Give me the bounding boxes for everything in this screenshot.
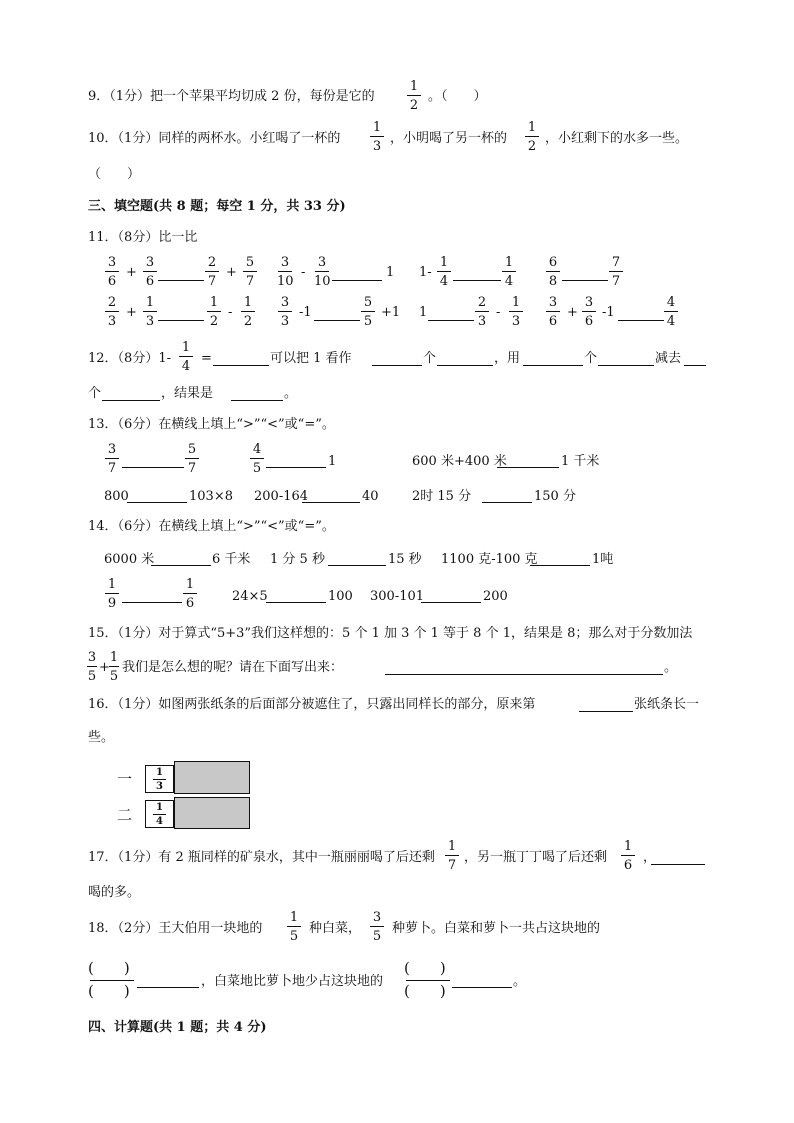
q12-blank2[interactable] [372,365,422,366]
q13-r2c3-blank[interactable] [482,502,532,503]
q11-r1-frac-d: 5 7 [242,256,258,288]
q11-r2-frac-i: 3 6 [545,296,561,328]
q16-strip2-label: 二 [117,806,133,824]
q13-r2c1-left: 800 [104,489,129,504]
q13-r1c2-blank[interactable] [266,467,326,468]
q11-r1-blank4[interactable] [562,280,608,281]
q11-r2-frac-c: 1 2 [206,296,222,328]
q13-r2c2-left: 200-164 [254,489,309,504]
q14-r2c2-blank[interactable] [266,602,326,603]
q13-r1c1-blank[interactable] [122,467,184,468]
q11-r2-frac-a: 2 3 [104,296,120,328]
q13-r1c1-frac-r: 5 7 [184,443,200,475]
q15-end: 。 [664,660,678,675]
q14-r2c1-blank[interactable] [122,602,182,603]
q12-blank5[interactable] [598,365,654,366]
q11-r2-one: 1 [419,305,428,320]
q18-frac-bar1 [90,980,134,981]
q11-r1-onem: 1- [419,265,432,280]
section-3-heading: 三、填空题(共 8 题；每空 1 分，共 33 分) [88,199,346,214]
q16-strip1-fraction: 1 3 [145,765,174,793]
q18-paren-num2[interactable]: ( ) [404,959,446,977]
q18-text2: 种白菜， [309,921,362,936]
q17-text2: ，另一瓶丁丁喝了后还剩 [464,850,608,865]
q13-r1c2-right: 1 [328,454,337,469]
q9-fraction: 1 2 [406,80,422,112]
q14-r2c3-left: 300-101 [370,589,425,604]
q10-fraction1: 1 3 [369,121,385,153]
q14-r1c3-right: 1吨 [592,552,614,567]
q12-t5: 个 [584,351,598,366]
q15-frac2: 1 5 [109,650,119,684]
q10-paren: （ ） [88,167,141,182]
q13-r1c3-right: 1 千米 [561,454,600,469]
q11-r2-blank1[interactable] [158,320,204,321]
q12-blank4[interactable] [523,365,583,366]
q11-r1-frac-e: 3 10 [277,255,294,289]
q17-text1: 17．（1分）有 2 瓶同样的矿泉水，其中一瓶丽丽喝了后还剩 [88,850,435,865]
q11-r1-frac-i: 6 8 [545,256,561,288]
q16-strip1-cover [174,761,250,794]
q12-t7: 个 [88,386,102,401]
q13-r1c2-frac: 4 5 [249,443,265,475]
q13-r2c3-left: 2时 15 分 [412,489,472,504]
q18-frac1: 1 5 [286,911,302,943]
q11-r2-frac-d: 1 2 [240,296,256,328]
q11-r2-minus: - [228,305,233,320]
q12-t8: ，结果是 [161,386,214,401]
q14-r2c2-right: 100 [328,589,353,604]
q9-tail: 。（ ） [428,89,487,104]
q16-strip2-fraction: 1 4 [145,800,174,828]
q10-fraction2: 1 2 [524,121,540,153]
q11-r1-frac-h: 1 4 [501,256,517,288]
q12-blank1[interactable] [213,365,269,366]
q11-r1-blank3[interactable] [453,280,501,281]
q16-strip1-label: 一 [117,770,133,788]
q14-r1c3-blank[interactable] [530,565,590,566]
q12-fraction: 1 4 [178,341,194,373]
q11-r2-frac-f: 5 5 [360,296,376,328]
q11-r1-blank1[interactable] [158,280,204,281]
q12-t6: 减去 [655,351,682,366]
q13-heading: 13．（6分）在横线上填上“>”“<”或“=”。 [88,417,335,432]
q10-text1: 10．（1分）同样的两杯水。小红喝了一杯的 [88,131,341,146]
q14-r1c2-right: 15 秒 [388,552,422,567]
q11-r2-frac-j: 3 6 [581,296,597,328]
q11-r1-plus2: + [226,265,237,280]
q14-r1c1-blank[interactable] [151,565,211,566]
q11-r1-frac-a: 3 6 [104,256,120,288]
q11-r2-blank4[interactable] [618,320,664,321]
q11-r2-m1b: -1 [602,305,615,320]
q11-r1-frac-f: 3 10 [314,255,331,289]
q14-heading: 14．（6分）在横线上填上“>”“<”或“=”。 [88,519,335,534]
q11-r2-blank2[interactable] [314,320,360,321]
q17-text3: ， [643,850,657,865]
q18-text3: 种萝卜。白菜和萝卜一共占这块地的 [392,921,601,936]
q11-r1-minus: - [301,265,306,280]
q16-line1: 16．（1分）如图两张纸条的后面部分被遮住了，只露出同样长的部分，原来第 [88,697,536,712]
q12-blank3[interactable] [437,365,493,366]
q18-paren-den2[interactable]: ( ) [404,982,446,1000]
q10-text3: ，小红剩下的水多一些。 [545,131,689,146]
q13-r2c2-right: 40 [362,489,379,504]
q18-frac-bar2 [406,980,450,981]
q18-frac2: 3 5 [369,911,385,943]
q14-r2c3-blank[interactable] [421,602,481,603]
q12-t4: ，用 [494,351,521,366]
q11-r1-one: 1 [386,265,395,280]
q16-blank[interactable] [579,711,633,712]
q11-r2-plus: + [126,305,137,320]
q12-blank8[interactable] [231,400,283,401]
q13-r2c1-blank[interactable] [127,502,187,503]
q15-line1: 15．（1分）对于算式“5+3”我们这样想的：5 个 1 加 3 个 1 等于 8 个 1，结果是 8；那么对于分数加法 [88,626,693,641]
q12-blank6[interactable] [684,365,706,366]
q11-r1-frac-b: 3 6 [142,256,158,288]
q13-r1c3-left: 600 米+400 米 [412,454,507,469]
q11-r2-frac-k: 4 4 [663,296,679,328]
q15-frac1: 3 5 [87,650,97,684]
q18-paren-den1[interactable]: ( ) [88,982,130,1000]
q11-r2-m1: -1 [299,305,312,320]
q13-r2c1-right: 103×8 [189,489,233,504]
q18-text1: 18．（2分）王大伯用一块地的 [88,921,263,936]
q11-heading: 11．（8分）比一比 [88,230,198,245]
q17-line2: 喝的多。 [88,885,141,900]
q11-r1-blank2[interactable] [332,280,382,281]
q11-r2-blank3[interactable] [428,320,474,321]
q18-text5: 。 [513,974,527,989]
q11-r2-frac-h: 1 3 [508,296,524,328]
q12-t2: 可以把 1 看作 [270,351,352,366]
q17-blank[interactable] [651,864,705,865]
q12-eq: = [201,351,212,366]
q16-line2: 些。 [88,730,115,745]
q11-r1-frac-j: 7 7 [608,256,624,288]
q11-r1-frac-g: 1 4 [436,256,452,288]
q10-text2: ，小明喝了另一杯的 [390,131,508,146]
q18-paren-num1[interactable]: ( ) [88,959,130,977]
q12-t3: 个 [423,351,437,366]
q18-text4: ，白菜地比萝卜地少占这块地的 [201,974,384,989]
q14-r1c3-left: 1100 克-100 克 [441,552,538,567]
q14-r2c3-right: 200 [483,589,508,604]
q13-r2c3-right: 150 分 [534,489,576,504]
q12-head: 12．（8分）1- [88,351,171,366]
q11-r2-frac-e: 3 3 [277,296,293,328]
q18-blank1[interactable] [137,987,199,988]
q11-r2-frac-g: 2 3 [474,296,490,328]
q9-text: 9．（1分）把一个苹果平均切成 2 份，每份是它的 [88,89,375,104]
q15-answer-blank[interactable] [385,674,663,675]
q11-r2-plus2: + [567,305,578,320]
q15-plus: + [99,660,110,675]
q14-r1c1-right: 6 千米 [212,552,251,567]
q16-tail: 张纸条长一 [634,697,700,712]
q14-r2c1-frac-r: 1 6 [182,578,198,610]
q13-r1c3-blank[interactable] [497,467,559,468]
q11-r1-plus: + [126,265,137,280]
q11-r2-minus2: - [496,305,501,320]
q12-t9: 。 [284,386,298,401]
q13-r2c2-blank[interactable] [302,502,360,503]
q16-strip2-cover [174,797,250,829]
q11-r2-frac-b: 1 3 [142,296,158,328]
q12-blank7[interactable] [102,400,160,401]
q18-blank2[interactable] [452,987,512,988]
q13-r1c1-frac-l: 3 7 [104,443,120,475]
q14-r2c2-left: 24×5 [232,589,268,604]
q17-frac2: 1 6 [620,840,636,872]
q14-r1c2-blank[interactable] [328,565,386,566]
q17-frac1: 1 7 [444,840,460,872]
q15-text: 我们是怎么想的呢？请在下面写出来： [122,660,344,675]
q11-r2-p1: +1 [381,305,401,320]
q14-r1c1-left: 6000 米 [104,552,155,567]
section-4-heading: 四、计算题(共 1 题；共 4 分) [88,1020,267,1035]
q14-r1c2-left: 1 分 5 秒 [270,552,325,567]
q14-r2c1-frac-l: 1 9 [104,578,120,610]
q11-r1-frac-c: 2 7 [204,256,220,288]
